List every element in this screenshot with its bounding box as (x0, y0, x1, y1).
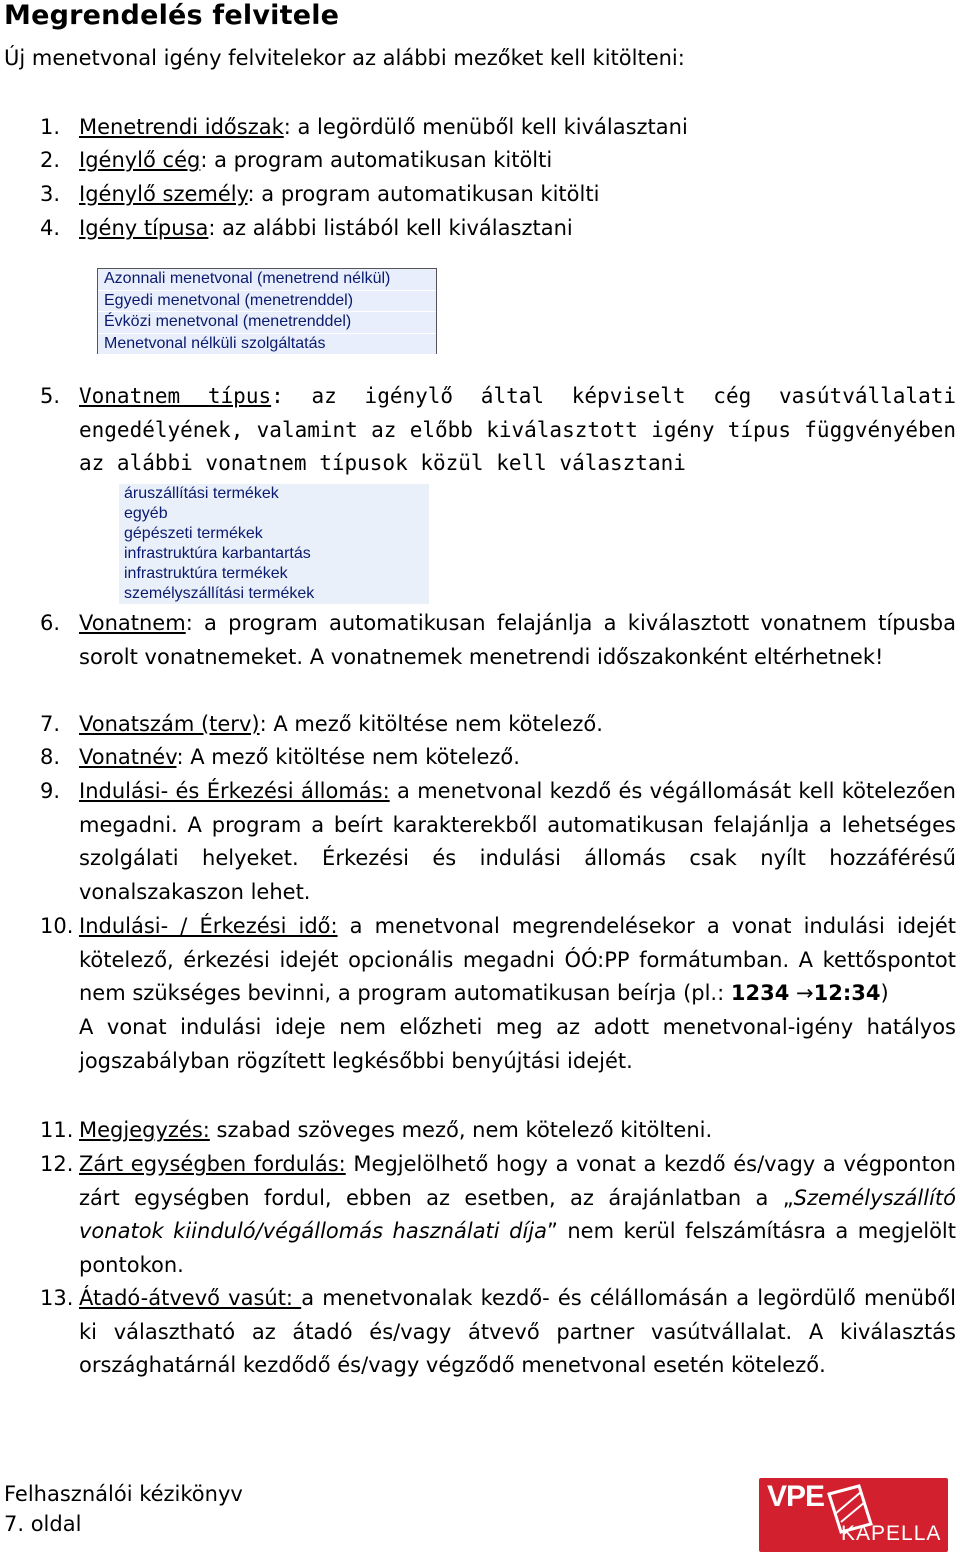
listbox-option[interactable]: egyéb (124, 505, 168, 522)
listbox-option[interactable]: infrastruktúra termékek (124, 565, 288, 582)
listbox-option[interactable]: Azonnali menetvonal (menetrend nélkül) (98, 269, 436, 291)
page-title: Megrendelés felvitele (4, 0, 340, 31)
list-item (40, 178, 956, 212)
list-item (40, 708, 956, 742)
logo-main: VPE (767, 1480, 825, 1513)
item-number: 10. (40, 914, 74, 938)
footer-manual: Felhasználói kézikönyv (4, 1482, 243, 1506)
field-desc-after: ” nem kerül felszámításra a megjelölt pontokon. (79, 1219, 956, 1278)
field-label: Igény típusa (79, 216, 209, 240)
field-label: Vonatnem (79, 611, 186, 635)
field-desc: : a program automatikusan felajánlja a kiválasztott vonatnem típusba sorolt vonatnemeket. A vonatnemek menetrendi időszakonként eltérhetnek! (79, 611, 956, 669)
example-output: 12:34 (813, 981, 881, 1006)
field-desc: : a program automatikusan kitölti (200, 148, 553, 172)
field-label: Átadó-átvevő vasút: (79, 1286, 302, 1310)
item-number: 13. (40, 1286, 74, 1310)
item-number: 5. (40, 384, 61, 408)
field-desc: : A mező kitöltése nem kötelező. (259, 712, 603, 736)
item-number: 6. (40, 611, 61, 635)
field-desc: : a legördülő menüből kell kiválasztani (283, 115, 688, 139)
field-desc: a menetvonal megrendelésekor a vonat indulási idejét kötelező, érkezési idejét opcionális megadni ÓÓ:PP formátumban. A kettőspontot nem szükséges bevinni, a program automatikusan beírja (pl.: (79, 914, 956, 1006)
intro-text: Új menetvonal igény felvitelekor az alábbi mezőket kell kitölteni: (4, 46, 685, 70)
field-desc: : az igénylő által képviselt cég vasútvállalati engedélyének, valamint az előbb kiválasztott igény típus függvényében az alábbi vonatnem típusok közül kell választani (79, 384, 956, 476)
list-item (40, 1148, 956, 1283)
list-item (40, 144, 956, 178)
list-item (40, 1282, 956, 1383)
list-item (40, 741, 956, 775)
field-label: Igénylő cég (79, 148, 201, 172)
field-desc: szabad szöveges mező, nem kötelező kitölteni. (209, 1118, 713, 1142)
field-label: Menetrendi időszak (79, 115, 284, 139)
logo-sub: KAPELLA (841, 1522, 942, 1545)
field-desc: a menetvonal kezdő és végállomását kell kötelezően megadni. A program a beírt karakterekből automatikusan felajánlja a lehetséges szolgálati helyeket. Érkezési és indulási állomás csak nyílt hozzáférésű vonalszakaszon lehet. (79, 779, 956, 905)
field-desc: Megjelölhető hogy a vonat a kezdő és/vagy a végponton zárt egységben fordul, ebben az esetben, az árajánlatban a „ (79, 1152, 956, 1210)
list-item (40, 111, 956, 145)
list-item (40, 775, 956, 910)
listbox-option[interactable]: Egyedi menetvonal (menetrenddel) (98, 291, 436, 313)
item-number: 2. (40, 148, 61, 172)
item-number: 12. (40, 1152, 74, 1176)
field-label: Vonatnem típus (79, 384, 272, 408)
paren-close: ) (880, 981, 889, 1006)
field-desc-2: A vonat indulási ideje nem előzheti meg az adott menetvonal-igény hatályos jogszabályban rögzített legkésőbbi benyújtási idejét. (79, 1015, 956, 1073)
listbox-option[interactable]: Menetvonal nélküli szolgáltatás (98, 334, 436, 356)
vonatnem-tipus-listbox (119, 484, 429, 604)
field-label: Vonatnév (79, 745, 177, 769)
field-desc: : az alábbi listából kell kiválasztani (208, 216, 573, 240)
field-label: Zárt egységben fordulás: (79, 1152, 346, 1176)
listbox-option[interactable]: áruszállítási termékek (124, 485, 279, 502)
field-desc: : a program automatikusan kitölti (247, 182, 600, 206)
list-item (40, 1114, 956, 1148)
example-input: 1234 (730, 981, 790, 1006)
item-number: 4. (40, 216, 61, 240)
vpe-kapella-logo (759, 1478, 948, 1552)
list-item (40, 380, 956, 481)
field-label: Vonatszám (terv) (79, 712, 260, 736)
field-desc-italic: Személyszállító vonatok kiinduló/végállomás használati díja (79, 1185, 956, 1244)
item-number: 8. (40, 745, 61, 769)
arrow-icon: → (796, 981, 814, 1006)
item-number: 11. (40, 1118, 74, 1142)
listbox-option[interactable]: infrastruktúra karbantartás (124, 545, 311, 562)
field-desc: : A mező kitöltése nem kötelező. (176, 745, 520, 769)
item-number: 7. (40, 712, 61, 736)
item-number: 1. (40, 115, 61, 139)
item-number: 3. (40, 182, 61, 206)
item-number: 9. (40, 779, 61, 803)
field-label: Igénylő személy (79, 182, 248, 206)
field-label: Indulási- / Érkezési idő: (79, 914, 338, 938)
list-item (40, 910, 956, 1079)
field-label: Megjegyzés: (79, 1118, 210, 1142)
list-item (40, 212, 956, 246)
field-label: Indulási- és Érkezési állomás: (79, 779, 390, 803)
igeny-tipusa-listbox (97, 268, 437, 354)
listbox-option[interactable]: gépészeti termékek (124, 525, 263, 542)
listbox-option[interactable]: Évközi menetvonal (menetrenddel) (98, 312, 436, 334)
field-desc: a menetvonalak kezdő- és célállomásán a legördülő menüből ki választható az átadó és/vagy átvevő partner vasútvállalat. A kiválasztás országhatárnál kezdődő és/vagy végződő menetvonal esetén kötelező. (79, 1286, 956, 1378)
list-item (40, 607, 956, 674)
listbox-option[interactable]: személyszállítási termékek (124, 585, 315, 602)
footer-page: 7. oldal (4, 1512, 82, 1536)
